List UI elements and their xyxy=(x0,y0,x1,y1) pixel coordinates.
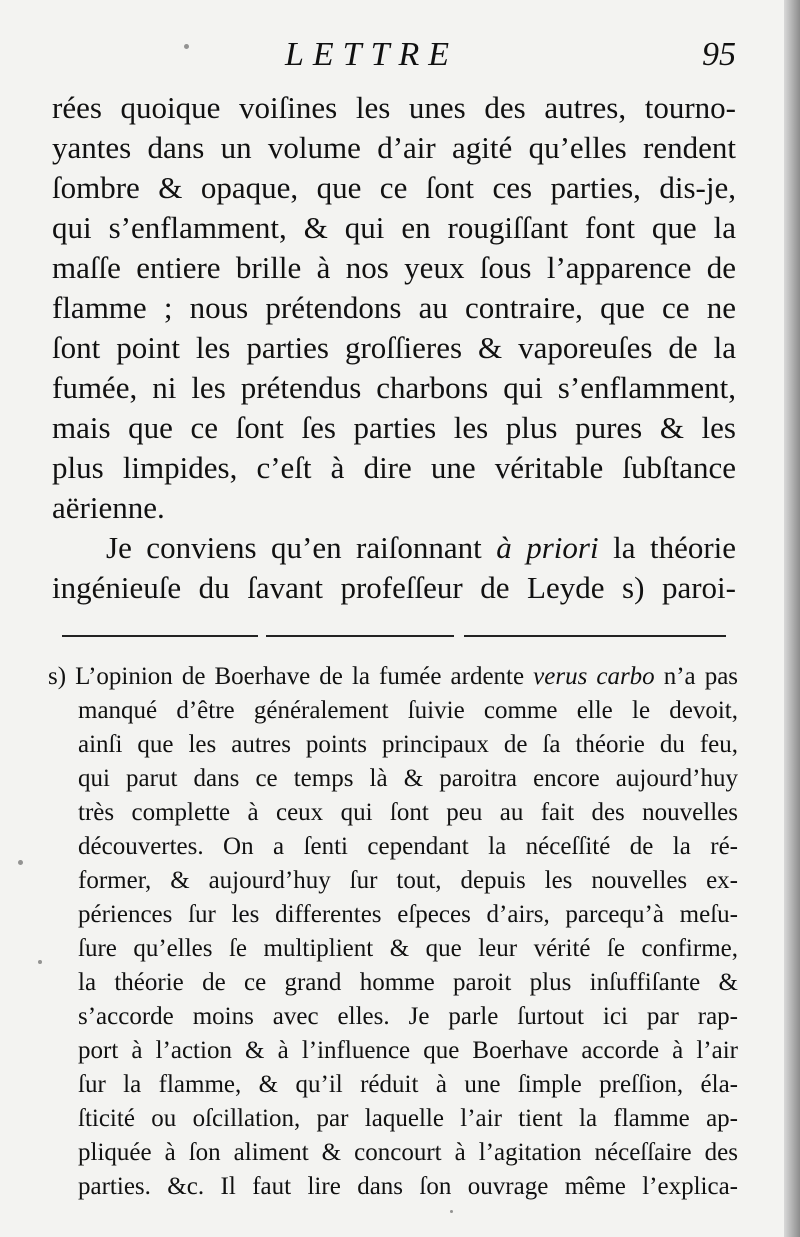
footnote-line: pliquée à ſon aliment & concourt à l’agitation néceſſaire des xyxy=(78,1139,738,1166)
text-line: flamme ; nous prétendons au contraire, que ce ne xyxy=(52,290,736,325)
footnote-line: ainſi que les autres points principaux de ſa théorie du feu, xyxy=(78,731,738,758)
text-segment: n’a pas xyxy=(663,663,738,690)
footnote-line: ſur la flamme, & qu’il réduit à une ſimple preſſion, éla- xyxy=(78,1071,738,1098)
text-line: maſſe entiere brille à nos yeux ſous l’apparence de xyxy=(52,250,736,285)
page-header xyxy=(0,36,784,86)
footnote-line: s’accorde moins avec elles. Je parle ſurtout ici par rap- xyxy=(78,1003,738,1030)
text-segment: Je conviens qu’en raiſonnant xyxy=(106,530,482,565)
text-line: rées quoique voiſines les unes des autres, tourno- xyxy=(52,90,736,125)
text-line: ſont point les parties groſſieres & vaporeuſes de la xyxy=(52,330,736,365)
text-line: plus limpides, c’eſt à dire une véritable ſubſtance xyxy=(52,450,736,485)
footnote-marker: s) xyxy=(48,663,67,690)
footnote-line: ſticité ou oſcillation, par laquelle l’air tient la flamme ap- xyxy=(78,1105,738,1132)
footnote-line: qui parut dans ce temps là & paroitra encore aujourd’huy xyxy=(78,765,738,792)
footnote-first-line xyxy=(48,660,738,694)
footnote-line: la théorie de ce grand homme paroit plus inſuffiſante & xyxy=(78,969,738,996)
footnote-line: port à l’action & à l’influence que Boerhave accorde à l’air xyxy=(78,1037,738,1064)
footnote-line: former, & aujourd’huy ſur tout, depuis les nouvelles ex- xyxy=(78,867,738,894)
footnote xyxy=(48,660,738,1204)
ink-speck xyxy=(38,960,42,964)
text-line: yantes dans un volume d’air agité qu’elles rendent xyxy=(52,130,736,165)
rule-segment xyxy=(62,635,258,637)
text-line: ſombre & opaque, que ce ſont ces parties, dis-je, xyxy=(52,170,736,205)
text-line: aërienne. xyxy=(52,490,165,525)
text-line: fumée, ni les prétendus charbons qui s’enflamment, xyxy=(52,370,736,405)
footnote-line: manqué d’être généralement ſuivie comme elle le devoit, xyxy=(78,697,738,724)
footnote-line: découvertes. On a ſenti cependant la néceſſité de la ré- xyxy=(78,833,738,860)
running-title: LETTRE xyxy=(285,36,459,73)
text-line: mais que ce ſont ſes parties les plus pures & les xyxy=(52,410,736,445)
page-edge-shadow xyxy=(784,0,800,1237)
text-segment: la théorie xyxy=(613,530,736,565)
footnote-line: parties. &c. Il faut lire dans ſon ouvrage même l’explica- xyxy=(78,1173,738,1200)
italic-term: à priori xyxy=(496,530,599,565)
main-text xyxy=(52,88,736,608)
footnote-line: périences ſur les differentes eſpeces d’airs, parcequ’à meſu- xyxy=(78,901,738,928)
text-line: qui s’enflamment, & qui en rougiſſant font que la xyxy=(52,210,736,245)
text-segment: L’opinion de Boerhave de la fumée ardente xyxy=(75,663,525,690)
footnote-separator xyxy=(54,635,734,641)
footnote-line: très complette à ceux qui ſont peu au fait des nouvelles xyxy=(78,799,738,826)
text-line: ingénieuſe du ſavant profeſſeur de Leyde s) paroi- xyxy=(52,570,736,605)
footnote-line: ſure qu’elles ſe multiplient & que leur vérité ſe confirme, xyxy=(78,935,738,962)
ink-speck xyxy=(18,860,23,865)
paragraph-start-line xyxy=(52,528,736,568)
rule-segment xyxy=(464,635,726,637)
italic-term: verus carbo xyxy=(533,663,655,690)
rule-segment xyxy=(266,635,454,637)
page-number: 95 xyxy=(702,36,736,73)
ink-speck xyxy=(450,1210,453,1213)
ink-speck xyxy=(184,44,189,49)
